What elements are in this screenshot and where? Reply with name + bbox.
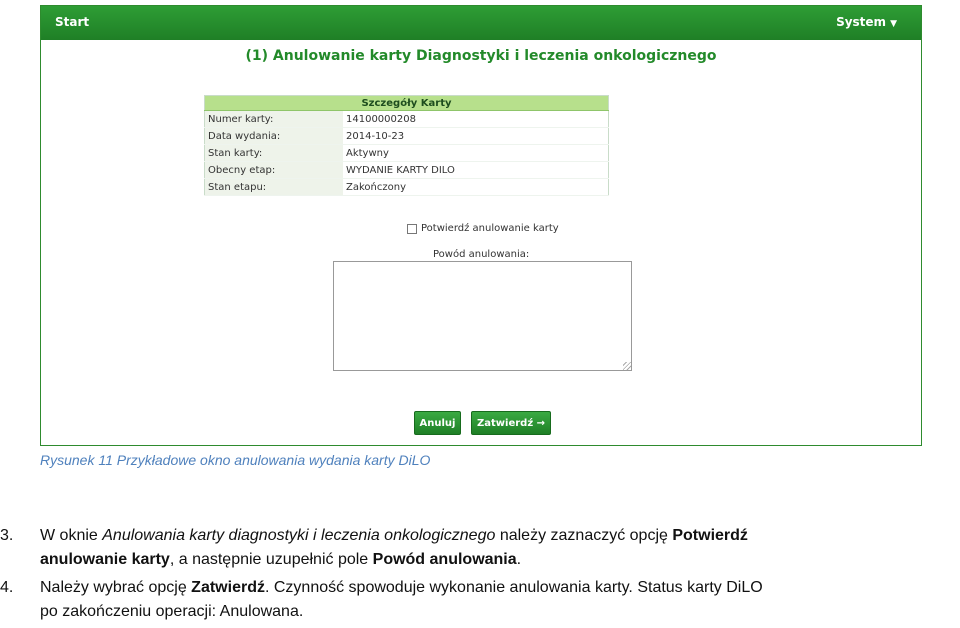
text-run: Powód anulowania <box>372 551 517 568</box>
detail-label: Numer karty: <box>205 111 344 128</box>
card-details-table <box>204 95 609 196</box>
table-row <box>205 111 609 128</box>
nav-system-menu[interactable] <box>836 15 897 29</box>
table-row <box>205 145 609 162</box>
table-row <box>205 162 609 179</box>
resize-grip-icon[interactable] <box>623 362 631 370</box>
step-4-line-1 <box>0 576 763 600</box>
confirm-cancel-checkbox[interactable] <box>407 224 417 234</box>
text-run: . <box>516 551 522 568</box>
detail-label: Stan etapu: <box>205 179 344 196</box>
text-run: W oknie <box>40 527 103 544</box>
chevron-down-icon: ▼ <box>890 19 897 29</box>
detail-value: 2014-10-23 <box>343 128 609 145</box>
text-run: należy zaznaczyć opcję <box>495 527 673 544</box>
confirm-cancel-label[interactable]: Potwierdź anulowanie karty <box>421 223 559 234</box>
cancel-button[interactable]: Anuluj <box>414 411 461 435</box>
text-run: anulowanie karty <box>40 551 170 568</box>
nav-start-link[interactable]: Start <box>55 15 90 29</box>
step-3-line-1 <box>0 524 748 548</box>
figure-caption: Rysunek 11 Przykładowe okno anulowania wydania karty DiLO <box>40 452 431 468</box>
text-run: , a następnie uzupełnić pole <box>169 551 373 568</box>
nav-system-label: System <box>836 15 887 29</box>
detail-label: Stan karty: <box>205 145 344 162</box>
top-nav-bar <box>41 6 921 40</box>
detail-value: 14100000208 <box>343 111 609 128</box>
text-run: Zatwierdź <box>191 579 265 596</box>
card-details-header: Szczegóły Karty <box>205 96 609 111</box>
reason-label: Powód anulowania: <box>433 249 530 260</box>
detail-label: Obecny etap: <box>205 162 344 179</box>
text-run: po zakończeniu operacji: Anulowana. <box>40 603 304 620</box>
text-run: . Czynność spowoduje wykonanie anulowania karty. Status karty DiLO <box>264 579 763 596</box>
table-row <box>205 128 609 145</box>
detail-value: Aktywny <box>343 145 609 162</box>
detail-value: WYDANIE KARTY DILO <box>343 162 609 179</box>
table-row <box>205 179 609 196</box>
text-run: Potwierdź <box>672 527 748 544</box>
detail-label: Data wydania: <box>205 128 344 145</box>
text-run: Należy wybrać opcję <box>40 579 192 596</box>
detail-value: Zakończony <box>343 179 609 196</box>
step-number: 4. <box>0 579 14 596</box>
confirm-cancel-option <box>407 223 559 234</box>
app-window <box>40 5 922 446</box>
reason-textarea[interactable] <box>333 261 632 371</box>
confirm-button[interactable]: Zatwierdź → <box>471 411 551 435</box>
page-title: (1) Anulowanie karty Diagnostyki i leczenia onkologicznego <box>245 48 717 64</box>
text-run: Anulowania karty diagnostyki i leczenia onkologicznego <box>102 527 496 544</box>
step-number: 3. <box>0 527 14 544</box>
